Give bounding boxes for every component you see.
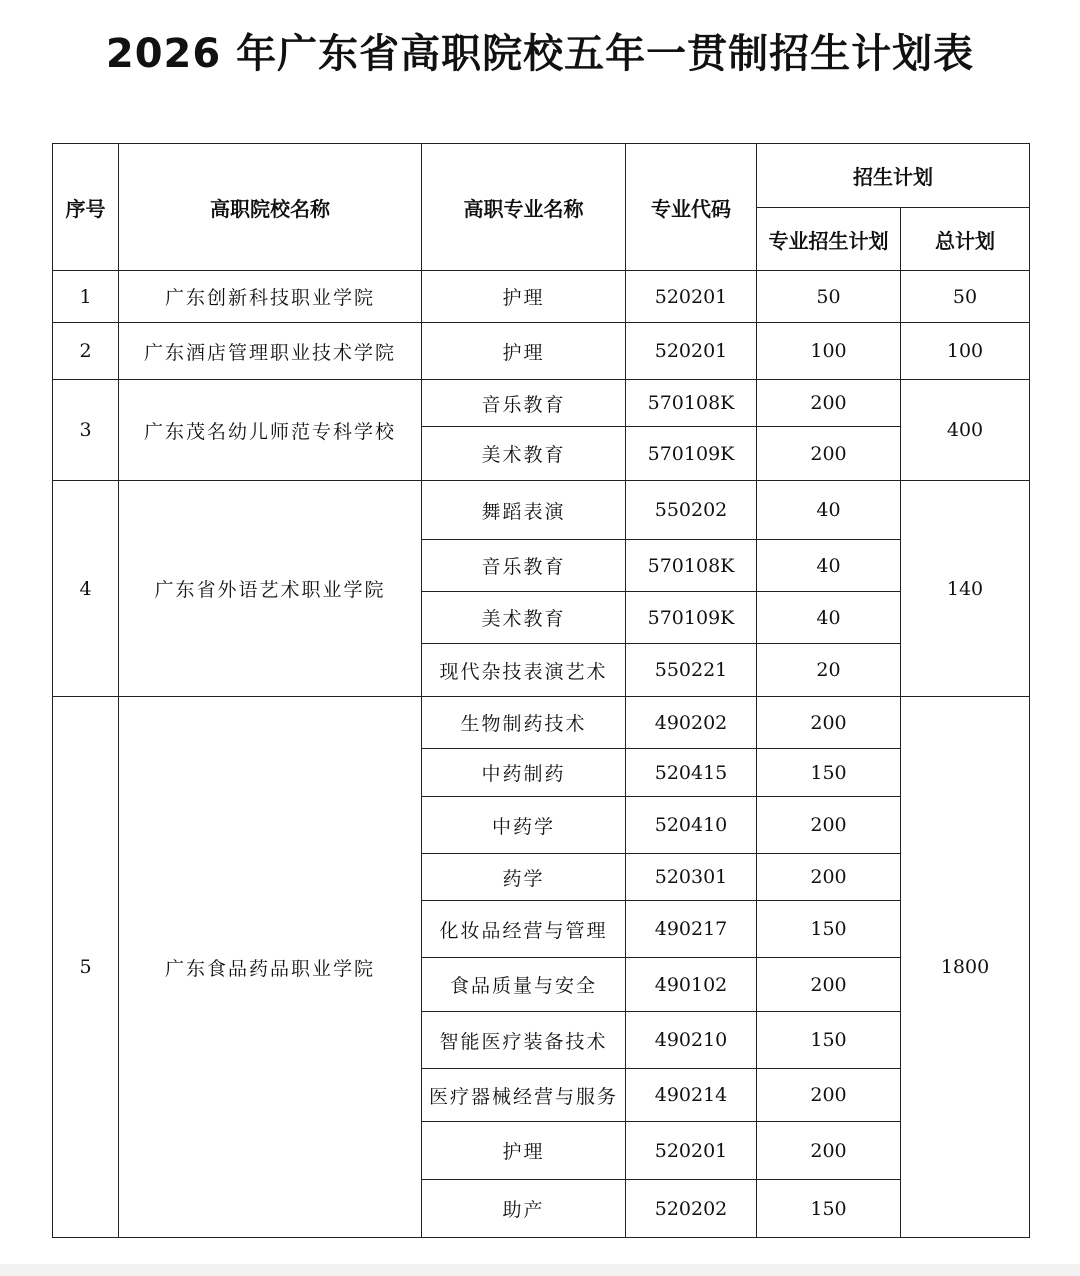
page-bottom-edge: [0, 1264, 1080, 1276]
major-plan-cell: 200: [757, 1069, 901, 1122]
major-plan-cell: 40: [757, 481, 901, 540]
major-plan-cell: 20: [757, 644, 901, 697]
major-name-cell: 智能医疗装备技术: [422, 1012, 626, 1069]
major-code-cell: 550202: [626, 481, 757, 540]
major-name-cell: 化妆品经营与管理: [422, 901, 626, 958]
major-name-cell: 美术教育: [422, 592, 626, 644]
major-name-cell: 中药学: [422, 797, 626, 854]
school-name-cell: 广东茂名幼儿师范专科学校: [119, 380, 422, 481]
school-name-cell: 广东酒店管理职业技术学院: [119, 323, 422, 380]
major-plan-cell: 200: [757, 380, 901, 427]
header-plan-group: 招生计划: [757, 144, 1030, 208]
page-title: 2026 年广东省高职院校五年一贯制招生计划表: [105, 31, 975, 77]
major-code-cell: 570108K: [626, 380, 757, 427]
header-school: 高职院校名称: [119, 144, 422, 271]
major-code-cell: 490214: [626, 1069, 757, 1122]
seq-cell: 2: [53, 323, 119, 380]
seq-cell: 1: [53, 271, 119, 323]
major-name-cell: 药学: [422, 854, 626, 901]
major-plan-cell: 50: [757, 271, 901, 323]
total-plan-cell: 400: [901, 380, 1030, 481]
table-row: [53, 380, 1030, 427]
major-plan-cell: 200: [757, 854, 901, 901]
major-name-cell: 生物制药技术: [422, 697, 626, 749]
major-code-cell: 520201: [626, 323, 757, 380]
header-major: 高职专业名称: [422, 144, 626, 271]
major-code-cell: 550221: [626, 644, 757, 697]
major-code-cell: 490202: [626, 697, 757, 749]
major-code-cell: 520202: [626, 1180, 757, 1238]
major-code-cell: 490210: [626, 1012, 757, 1069]
header-seq: 序号: [53, 144, 119, 271]
major-name-cell: 助产: [422, 1180, 626, 1238]
major-name-cell: 音乐教育: [422, 380, 626, 427]
school-name-cell: 广东省外语艺术职业学院: [119, 481, 422, 697]
major-code-cell: 520410: [626, 797, 757, 854]
major-name-cell: 护理: [422, 323, 626, 380]
major-plan-cell: 200: [757, 1122, 901, 1180]
major-name-cell: 现代杂技表演艺术: [422, 644, 626, 697]
seq-cell: 4: [53, 481, 119, 697]
major-name-cell: 美术教育: [422, 427, 626, 481]
total-plan-cell: 140: [901, 481, 1030, 697]
seq-cell: 5: [53, 697, 119, 1238]
major-code-cell: 490102: [626, 958, 757, 1012]
major-plan-cell: 200: [757, 697, 901, 749]
major-name-cell: 护理: [422, 1122, 626, 1180]
major-name-cell: 医疗器械经营与服务: [422, 1069, 626, 1122]
school-name-cell: 广东创新科技职业学院: [119, 271, 422, 323]
major-plan-cell: 40: [757, 592, 901, 644]
major-code-cell: 520201: [626, 1122, 757, 1180]
major-code-cell: 570109K: [626, 427, 757, 481]
enrollment-plan-table: [52, 143, 1030, 1238]
header-major-plan: 专业招生计划: [757, 208, 901, 271]
table-row: [53, 481, 1030, 540]
header-total: 总计划: [901, 208, 1030, 271]
major-plan-cell: 200: [757, 958, 901, 1012]
table-row: [53, 271, 1030, 323]
major-name-cell: 中药制药: [422, 749, 626, 797]
total-plan-cell: 1800: [901, 697, 1030, 1238]
table-row: [53, 697, 1030, 749]
major-code-cell: 570108K: [626, 540, 757, 592]
major-plan-cell: 40: [757, 540, 901, 592]
total-plan-cell: 100: [901, 323, 1030, 380]
major-code-cell: 520301: [626, 854, 757, 901]
table-row: [53, 323, 1030, 380]
major-plan-cell: 150: [757, 1180, 901, 1238]
header-code: 专业代码: [626, 144, 757, 271]
major-plan-cell: 150: [757, 749, 901, 797]
major-plan-cell: 150: [757, 1012, 901, 1069]
major-code-cell: 570109K: [626, 592, 757, 644]
major-plan-cell: 150: [757, 901, 901, 958]
major-code-cell: 490217: [626, 901, 757, 958]
total-plan-cell: 50: [901, 271, 1030, 323]
major-plan-cell: 100: [757, 323, 901, 380]
major-name-cell: 食品质量与安全: [422, 958, 626, 1012]
major-code-cell: 520415: [626, 749, 757, 797]
seq-cell: 3: [53, 380, 119, 481]
major-plan-cell: 200: [757, 427, 901, 481]
major-name-cell: 护理: [422, 271, 626, 323]
major-code-cell: 520201: [626, 271, 757, 323]
school-name-cell: 广东食品药品职业学院: [119, 697, 422, 1238]
major-name-cell: 舞蹈表演: [422, 481, 626, 540]
major-plan-cell: 200: [757, 797, 901, 854]
major-name-cell: 音乐教育: [422, 540, 626, 592]
